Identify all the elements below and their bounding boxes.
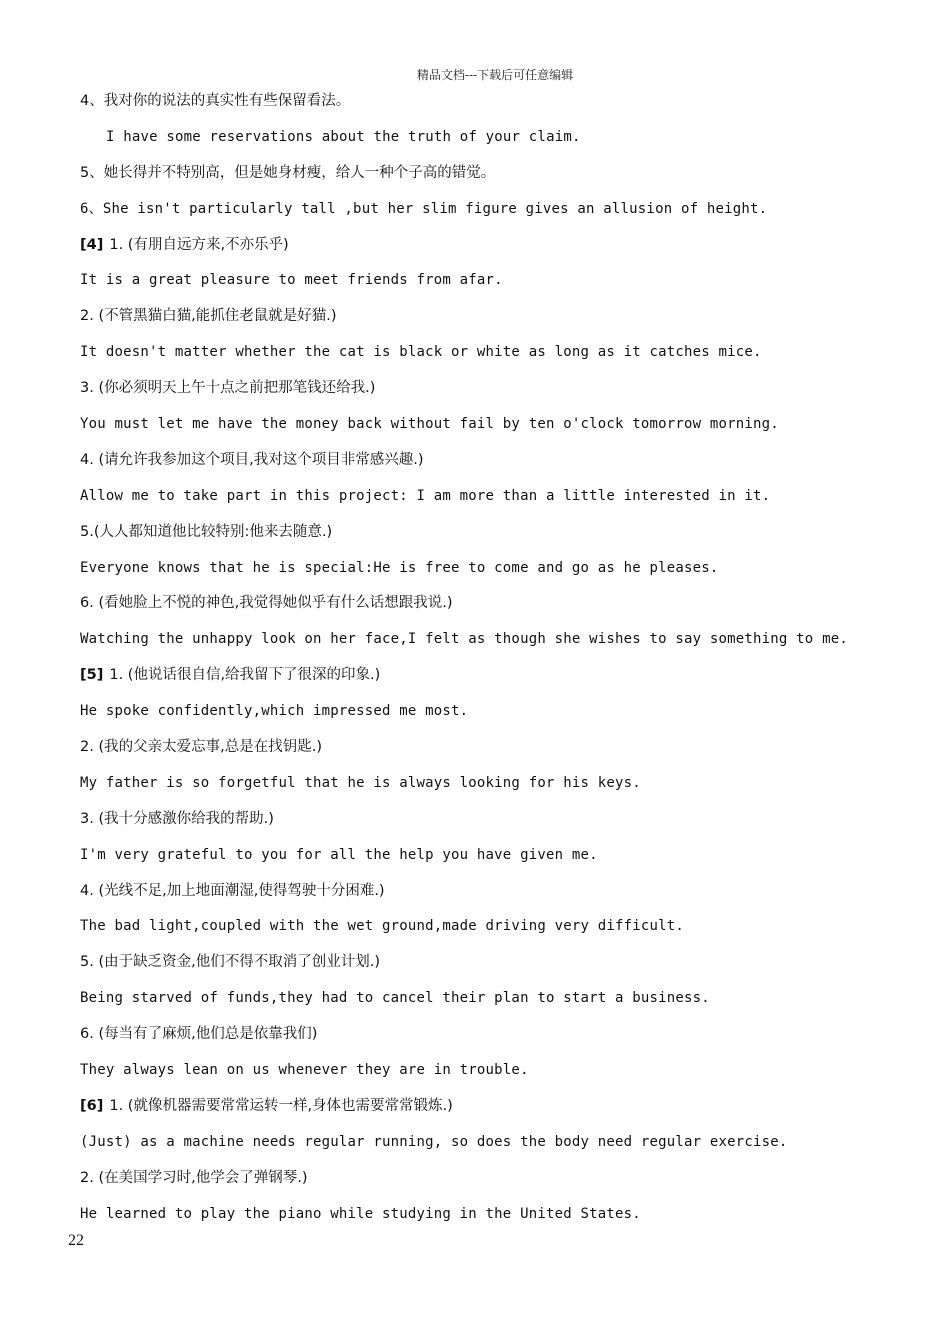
chinese-line xyxy=(80,1089,930,1125)
english-line xyxy=(80,909,930,945)
line-text: They always lean on us whenever they are in trouble. xyxy=(80,1062,529,1079)
line-text: You must let me have the money back without fail by ten o'clock tomorrow morning. xyxy=(80,416,779,433)
english-line xyxy=(80,192,930,228)
chinese-line xyxy=(80,371,930,407)
page-header: 精品文档---下载后可任意编辑 xyxy=(416,68,574,82)
section-number: [4] xyxy=(80,236,104,253)
line-text: 4. (请允许我参加这个项目,我对这个项目非常感兴趣.) xyxy=(80,451,424,468)
chinese-line xyxy=(80,228,930,264)
chinese-line xyxy=(80,299,930,335)
chinese-line xyxy=(80,874,930,910)
line-text: 1. (有朋自远方来,不亦乐乎) xyxy=(109,236,289,253)
chinese-line xyxy=(80,945,930,981)
line-text: 4. (光线不足,加上地面潮湿,使得驾驶十分困难.) xyxy=(80,882,385,899)
line-text: 5. (由于缺乏资金,他们不得不取消了创业计划.) xyxy=(80,954,380,971)
chinese-line xyxy=(80,156,930,192)
english-line xyxy=(80,407,930,443)
line-text: I have some reservations about the truth of your claim. xyxy=(106,128,581,145)
section-number: [5] xyxy=(80,667,104,684)
line-text: (Just) as a machine needs regular running, so does the body need regular exercise. xyxy=(80,1133,788,1150)
line-text: 6. (每当有了麻烦,他们总是依靠我们) xyxy=(80,1026,318,1043)
english-line xyxy=(80,1197,930,1233)
english-line xyxy=(80,766,930,802)
english-line xyxy=(80,981,930,1017)
chinese-line xyxy=(80,586,930,622)
line-text: 5、她长得并不特别高，但是她身材瘦，给人一种个子高的错觉。 xyxy=(80,164,496,181)
english-line xyxy=(80,838,930,874)
line-text: 6、She isn't particularly tall ,but her slim figure gives an allusion of height. xyxy=(80,200,768,217)
chinese-line xyxy=(80,443,930,479)
line-text: Allow me to take part in this project: I am more than a little interested in it. xyxy=(80,487,771,504)
chinese-line xyxy=(80,84,930,120)
line-text: I'm very grateful to you for all the help you have given me. xyxy=(80,846,598,863)
english-line xyxy=(80,1125,930,1161)
english-line xyxy=(80,263,930,299)
english-line xyxy=(80,622,930,658)
line-text: It is a great pleasure to meet friends from afar. xyxy=(80,272,503,289)
line-text: 3. (你必须明天上午十点之前把那笔钱还给我.) xyxy=(80,380,376,397)
chinese-line xyxy=(80,658,930,694)
chinese-line xyxy=(80,1161,930,1197)
line-text: The bad light,coupled with the wet ground,made driving very difficult. xyxy=(80,918,685,935)
line-text: 6. (看她脸上不悦的神色,我觉得她似乎有什么话想跟我说.) xyxy=(80,595,453,612)
document-body xyxy=(80,84,930,1233)
english-line xyxy=(80,120,930,156)
english-line xyxy=(80,694,930,730)
chinese-line xyxy=(80,730,930,766)
line-text: Everyone knows that he is special:He is free to come and go as he pleases. xyxy=(80,559,719,576)
line-text: 4、我对你的说法的真实性有些保留看法。 xyxy=(80,93,351,109)
line-text: He learned to play the piano while studying in the United States. xyxy=(80,1205,641,1222)
line-text: 2. (不管黑猫白猫,能抓住老鼠就是好猫.) xyxy=(80,308,337,325)
chinese-line xyxy=(80,515,930,551)
line-text: He spoke confidently,which impressed me most. xyxy=(80,703,469,720)
line-text: 3. (我十分感激你给我的帮助.) xyxy=(80,810,274,827)
line-text: Being starved of funds,they had to cancel their plan to start a business. xyxy=(80,990,710,1007)
line-text: 2. (我的父亲太爱忘事,总是在找钥匙.) xyxy=(80,739,322,756)
chinese-line xyxy=(80,1017,930,1053)
line-text: Watching the unhappy look on her face,I felt as though she wishes to say something to me. xyxy=(80,631,848,648)
line-text: 1. (就像机器需要常常运转一样,身体也需要常常锻炼.) xyxy=(109,1097,453,1114)
english-line xyxy=(80,335,930,371)
line-text: 1. (他说话很自信,给我留下了很深的印象.) xyxy=(109,667,381,684)
page-number: 22 xyxy=(68,1232,84,1249)
english-line xyxy=(80,551,930,587)
section-number: [6] xyxy=(80,1097,104,1114)
english-line xyxy=(80,479,930,515)
line-text: 2. (在美国学习时,他学会了弹钢琴.) xyxy=(80,1169,308,1186)
line-text: It doesn't matter whether the cat is black or white as long as it catches mice. xyxy=(80,344,762,361)
line-text: My father is so forgetful that he is always looking for his keys. xyxy=(80,774,641,791)
english-line xyxy=(80,1053,930,1089)
chinese-line xyxy=(80,802,930,838)
line-text: 5.(人人都知道他比较特别:他来去随意.) xyxy=(80,523,333,540)
